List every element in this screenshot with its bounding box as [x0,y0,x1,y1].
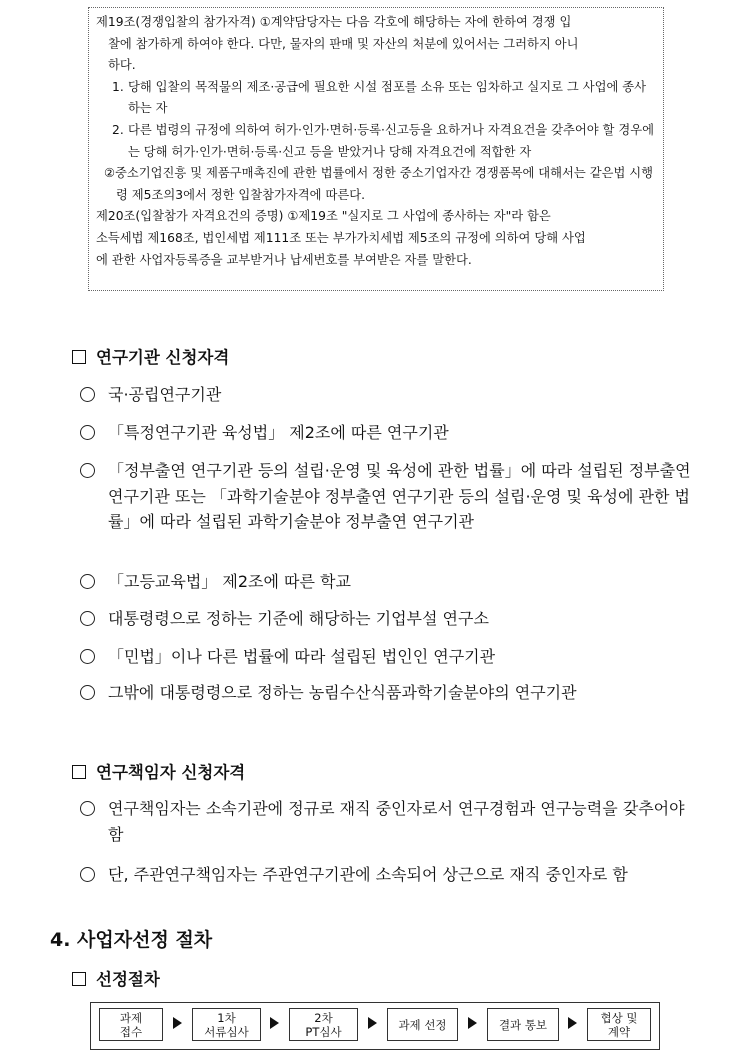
arrow-right-icon [173,1017,182,1029]
institution-item [80,382,700,408]
checkbox-square-icon [72,972,86,986]
arrow-right-icon [270,1017,279,1029]
section4-heading: 4. 사업자선정 절차 [50,929,213,951]
art20-line1: 제20조(입찰참가 자격요건의 증명) ①제19조 "실지로 그 사업에 종사하는 자"라 함은 [96,209,551,224]
researcher-item-text: 단, 주관연구책임자는 주관연구기관에 소속되어 상근으로 재직 중인자로 함 [108,865,628,884]
step-line: 결과 통보 [498,1017,548,1032]
circle-bullet-icon [80,801,95,816]
institution-item [80,680,700,706]
art19-line1: 제19조(경쟁입찰의 참가자격) ①계약담당자는 다음 각호에 해당하는 자에 한하여 경쟁 입 [96,15,572,29]
researcher-item [80,862,700,888]
institution-section-title [72,344,229,368]
circle-bullet-icon [80,685,95,700]
circle-bullet-icon [80,574,95,589]
flow-step-document-review [192,1008,261,1041]
institution-item [80,458,700,535]
art20-line3: 에 관한 사업자등록증을 교부받거나 납세번호를 부여받은 자를 말한다. [96,252,472,267]
institution-item [80,606,700,632]
arrow-right-icon [568,1017,577,1029]
step-line: 계약 [607,1024,631,1039]
institution-item-text: 국·공립연구기관 [108,385,222,404]
institution-title: 연구기관 신청자격 [96,348,230,367]
researcher-item [80,796,700,847]
arrow-right-icon [468,1017,477,1029]
step-line: 과제 선정 [398,1017,447,1032]
step-line: 서류심사 [204,1024,249,1039]
flow-step-contract [587,1008,651,1041]
item1-text: 당해 입찰의 목적물의 제조·공급에 필요한 시설 점포를 소유 또는 임차하고 실지로 그 사업에 종사하는 자 [128,79,646,116]
circle-bullet-icon [80,387,95,402]
law-excerpt-box [88,7,664,291]
institution-item-text: 「민법」이나 다른 법률에 따라 설립된 법인인 연구기관 [108,647,496,666]
arrow-right-icon [368,1017,377,1029]
art19-item2 [96,120,657,163]
art19-line2: 찰에 참가하게 하여야 한다. 다만, 물자의 판매 및 자산의 처분에 있어서는 그러하지 아니 [108,36,579,51]
circle-bullet-icon [80,611,95,626]
researcher-item-text: 연구책임자는 소속기관에 정규로 재직 중인자로서 연구경험과 연구능력을 갖추어야 함 [108,799,685,844]
flow-step-pt-review [289,1008,358,1041]
selection-procedure-label: 선정절차 [96,970,160,989]
institution-item-text: 그밖에 대통령령으로 정하는 농림수산식품과학기술분야의 연구기관 [108,683,577,702]
art19-para2: ②중소기업진흥 및 제품구매촉진에 관한 법률에서 정한 중소기업자간 경쟁품목에 대해서는 같은법 시행령 제5조의3에서 정한 입찰참가자격에 따른다. [104,166,654,202]
checkbox-square-icon [72,350,86,364]
researcher-section-title [72,759,245,783]
circle-bullet-icon [80,425,95,440]
flow-step-selection [387,1008,458,1041]
art20-line2: 소득세법 제168조, 법인세법 제111조 또는 부가가치세법 제5조의 규정에 의하여 당해 사업 [96,230,586,245]
institution-item [80,644,700,670]
circle-bullet-icon [80,867,95,882]
researcher-title: 연구책임자 신청자격 [96,763,246,782]
item2-num: 2. [112,122,124,137]
item1-num: 1. [112,79,124,94]
selection-flow [90,1002,660,1050]
checkbox-square-icon [72,765,86,779]
step-line: 1차 [217,1010,236,1025]
selection-procedure-title [72,966,160,990]
flow-step-notification [487,1008,559,1041]
circle-bullet-icon [80,463,95,478]
institution-item [80,569,700,595]
circle-bullet-icon [80,649,95,664]
step-line: 과제 [119,1010,143,1025]
institution-item [80,420,700,446]
art19-line3: 하다. [108,58,136,73]
institution-item-text: 「고등교육법」 제2조에 따른 학교 [108,572,351,591]
step-line: 접수 [119,1024,143,1039]
item2-text: 다른 법령의 규정에 의하여 허가·인가·면허·등록·신고등을 요하거나 자격요건을 갖추어야 할 경우에는 당해 허가·인가·면허·등록·신고 등을 받았거나 당해 자격요건에 적합한 자 [128,122,654,159]
institution-item-text: 대통령령으로 정하는 기준에 해당하는 기업부설 연구소 [108,609,489,628]
step-line: 협상 및 [600,1010,638,1025]
art19-item1 [96,77,657,120]
flow-step-submission [99,1008,163,1041]
step-line: 2차 [314,1010,333,1025]
step-line: PT심사 [305,1024,342,1039]
institution-item-text: 「정부출연 연구기관 등의 설립·운영 및 육성에 관한 법률」에 따라 설립된 정부출연 연구기관 또는 「과학기술분야 정부출연 연구기관 등의 설립·운영 및 육성에 관한 법률」에 따라 설립된 과학기술분야 정부출연 연구기관 [108,461,691,531]
institution-item-text: 「특정연구기관 육성법」 제2조에 따른 연구기관 [108,423,449,442]
